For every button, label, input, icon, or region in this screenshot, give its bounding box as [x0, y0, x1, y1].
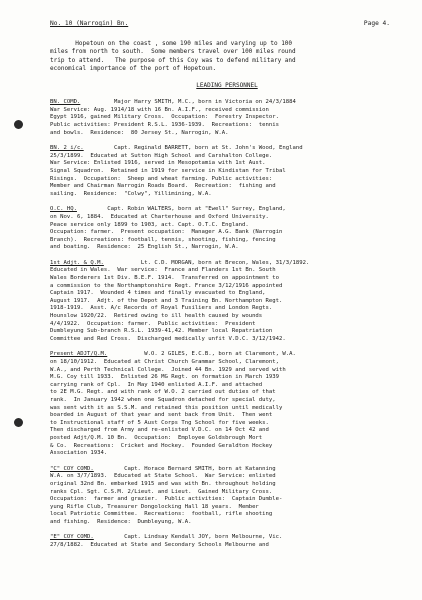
- entry-first-text: Capt. Robin WALTERS, born at "Ewell" Surrey, England,: [76, 206, 286, 213]
- entry-line: 25/3/1899. Educated at Sutton High School and Carshalton College.: [50, 152, 273, 159]
- section-title: LEADING PERSONNEL: [196, 82, 258, 90]
- entry-line: Branch). Recreations: football, tennis, shooting, fishing, fencing: [50, 236, 276, 243]
- entry-line: W.A., and Perth Technical College. Joined 44 Bn. 1929 and served with: [50, 366, 286, 373]
- entry-line: yung Rifle Club, Treasurer Dongolocking Hall 18 years. Member: [50, 503, 259, 510]
- entry-line: original 32nd Bn. embarked 1915 and was with Bn. throughout holding: [50, 480, 276, 487]
- entry-line: to 2E M.G. Regt. and with rank of W.O. 2 carried out duties of that: [50, 389, 276, 396]
- entry-line: Public activities: President R.S.L. 1936-1939. Recreations: tennis: [50, 121, 280, 128]
- entry-line: on Nov. 6, 1884. Educated at Charterhouse and Oxford University.: [50, 213, 269, 220]
- entry-role: "C" COY COMD.: [50, 465, 94, 472]
- entry-first-text: Major Harry SMITH, M.C., born in Victoria on 24/3/1884: [80, 99, 296, 106]
- entry-line: Signal Squadron. Retained in 1919 for service in Kindistan for Tribal: [50, 167, 286, 174]
- intro-line: trip to attend. The purpose of this Coy was to defend military and: [50, 56, 296, 64]
- page-number: Page 4.: [363, 20, 390, 27]
- entry-first-text: W.O. 2 GILES, E.C.B., born at Claremont, W.A.: [107, 351, 296, 358]
- entry-role: BN. COMD.: [50, 99, 81, 106]
- entry-line: Committee and Red Cross. Discharged medically unfit V.D.C. 3/12/1942.: [50, 335, 286, 342]
- entry-line: & Co. Recreations: Cricket and Hockey. Founded Geraldton Hockey: [50, 442, 273, 449]
- entry-line: and fishing. Residence: Dumbleyung, W.A.: [50, 518, 192, 525]
- entry-first-text: Capt. Reginald BARRETT, born at St. John's Wood, England: [83, 145, 303, 152]
- entry-line: Member and Chairman Narrogin Roads Board. Recreation: fishing and: [50, 183, 276, 190]
- entry-line: Hounslow 1920/22. Retired owing to ill health caused by wounds: [50, 313, 263, 320]
- entry-role: "E" COY COMD.: [50, 534, 94, 541]
- entry-line: sailing. Residence: "Colwy", Yillimining, W.A.: [50, 190, 212, 197]
- entry-role: O.C. HQ.: [50, 206, 77, 213]
- intro-paragraph: [50, 40, 404, 73]
- entry-line: posted Adjt/Q.M. 10 Bn. Occupation: Employee Goldsbrough Mort: [50, 434, 263, 441]
- entry-role: Present ADJT/Q.M.: [50, 351, 108, 358]
- entry-line: Occupation: farmer. Present occupation: Manager A.G. Bank (Narrogin: [50, 229, 283, 236]
- intro-line: economical importance of the port of Hopetoun.: [50, 64, 217, 72]
- entry-line: Captain 1917. Wounded 4 times and finally evacuated to England,: [50, 290, 266, 297]
- entry-line: War Service: Aug. 1914/18 with 16 Bn. A.I.F., received commission: [50, 106, 269, 113]
- entry-first-line: [50, 466, 404, 474]
- entry-line: Dumbleyung Sub-branch R.S.L. 1939-41,42. Member local Repatriation: [50, 328, 273, 335]
- entry-line: Occupation: farmer and grazier. Public activities: Captain Dumble-: [50, 496, 283, 503]
- entry-first-line: [50, 534, 404, 542]
- entry-line: Risings. Occupation: Sheep and wheat farming. Public activities:: [50, 175, 273, 182]
- entry-line: a commission to the Northamptonshire Regt. France 3/12/1916 appointed: [50, 282, 283, 289]
- entry-line: Peace service only 1899 to 1903, act. Capt. O.T.C. England.: [50, 221, 249, 228]
- entry-line: Wales Borderers 1st Div. B.E.F. 1914. Transferred on appointment to: [50, 275, 280, 282]
- entry-role: 1st Adjt. & Q.M.: [50, 259, 104, 266]
- personnel-entry: [50, 99, 404, 137]
- entry-line: Educated in Wales. War service: France and Flanders 1st Bn. South: [50, 267, 276, 274]
- entry-first-line: [50, 260, 404, 268]
- entry-line: Then discharged from Army and re-enlisted V.D.C. on 14 Oct 42 and: [50, 427, 269, 434]
- personnel-list: [50, 99, 404, 549]
- entry-first-text: Capt. Horace Bernard SMITH, born at Katanning: [93, 465, 276, 472]
- entry-line: Egypt 1916, gained Military Cross. Occupation: Forestry Inspector.: [50, 114, 280, 121]
- entry-line: 1918-1919. Asst. A/c Records of Royal Fusiliers and London Regts.: [50, 305, 273, 312]
- punch-hole: [14, 120, 23, 129]
- personnel-entry: [50, 466, 404, 527]
- entry-first-line: [50, 145, 404, 153]
- unit-heading: No. 10 (Narrogin) Bn.: [50, 20, 129, 27]
- punch-hole: [14, 418, 23, 427]
- entry-line: to Instructional staff of 5 Aust Corps Tng School for five weeks.: [50, 419, 269, 426]
- entry-line: August 1917. Adjt. of the Depot and 3 Training Bn. Northampton Regt.: [50, 297, 283, 304]
- entry-first-line: [50, 206, 404, 214]
- entry-line: local Patriotic Committee. Recreations: football, rifle shooting: [50, 511, 273, 518]
- personnel-entry: [50, 351, 404, 457]
- entry-line: 27/8/1882. Educated at State and Secondary Schools Melbourne and: [50, 542, 269, 549]
- entry-line: M.G. Coy till 1933. Enlisted 26 MG Regt. on formation in March 1939: [50, 374, 280, 381]
- personnel-entry: [50, 206, 404, 252]
- entry-line: was sent with it as S.S.M. and retained this position until medically: [50, 404, 283, 411]
- entry-line: and bowls. Residence: 80 Jersey St., Narrogin, W.A.: [50, 129, 229, 136]
- personnel-entry: [50, 534, 404, 549]
- entry-line: W.A. on 3/7/1893. Educated at State School. War Service: enlisted: [50, 473, 276, 480]
- entry-line: boarded in August of that year and sent back from Unit. Then went: [50, 412, 273, 419]
- entry-first-line: [50, 99, 404, 107]
- intro-line: Hopetoun on the coast , some 190 miles and varying up to 100: [50, 40, 293, 47]
- intro-line: miles from north to south. Some members travel over 100 miles round: [50, 48, 296, 56]
- entry-line: 4/4/1922. Occupation: farmer. Public activities: President: [50, 320, 256, 327]
- entry-role: BN. 2 i/c.: [50, 145, 84, 152]
- entry-line: carrying rank of Cpl. In May 1940 enlisted A.I.F. and attached: [50, 381, 263, 388]
- entry-first-text: Capt. Lindsay Kendall JOY, born Melbourne, Vic.: [93, 534, 283, 541]
- entry-first-text: Lt. C.D. MORGAN, born at Brecon, Wales, 31/3/1892.: [103, 259, 310, 266]
- personnel-entry: [50, 260, 404, 344]
- entry-first-line: [50, 351, 404, 359]
- entry-line: and boating. Residence: 25 English St., Narrogin, W.A.: [50, 244, 239, 251]
- entry-line: on 18/10/1912. Educated at Christ Church Grammar School, Claremont,: [50, 359, 280, 365]
- entry-line: War Service: Enlisted 1916, served in Mesopotamia with 1st Aust.: [50, 160, 266, 167]
- personnel-entry: [50, 145, 404, 198]
- entry-line: rank. In January 1942 when one Squadron detached for special duty,: [50, 396, 276, 403]
- entry-line: ranks Cpl. Sgt. C.S.M. 2/Lieut. and Lieut. Gained Military Cross.: [50, 488, 273, 495]
- entry-line: Association 1934.: [50, 450, 108, 457]
- page-header: [50, 20, 404, 28]
